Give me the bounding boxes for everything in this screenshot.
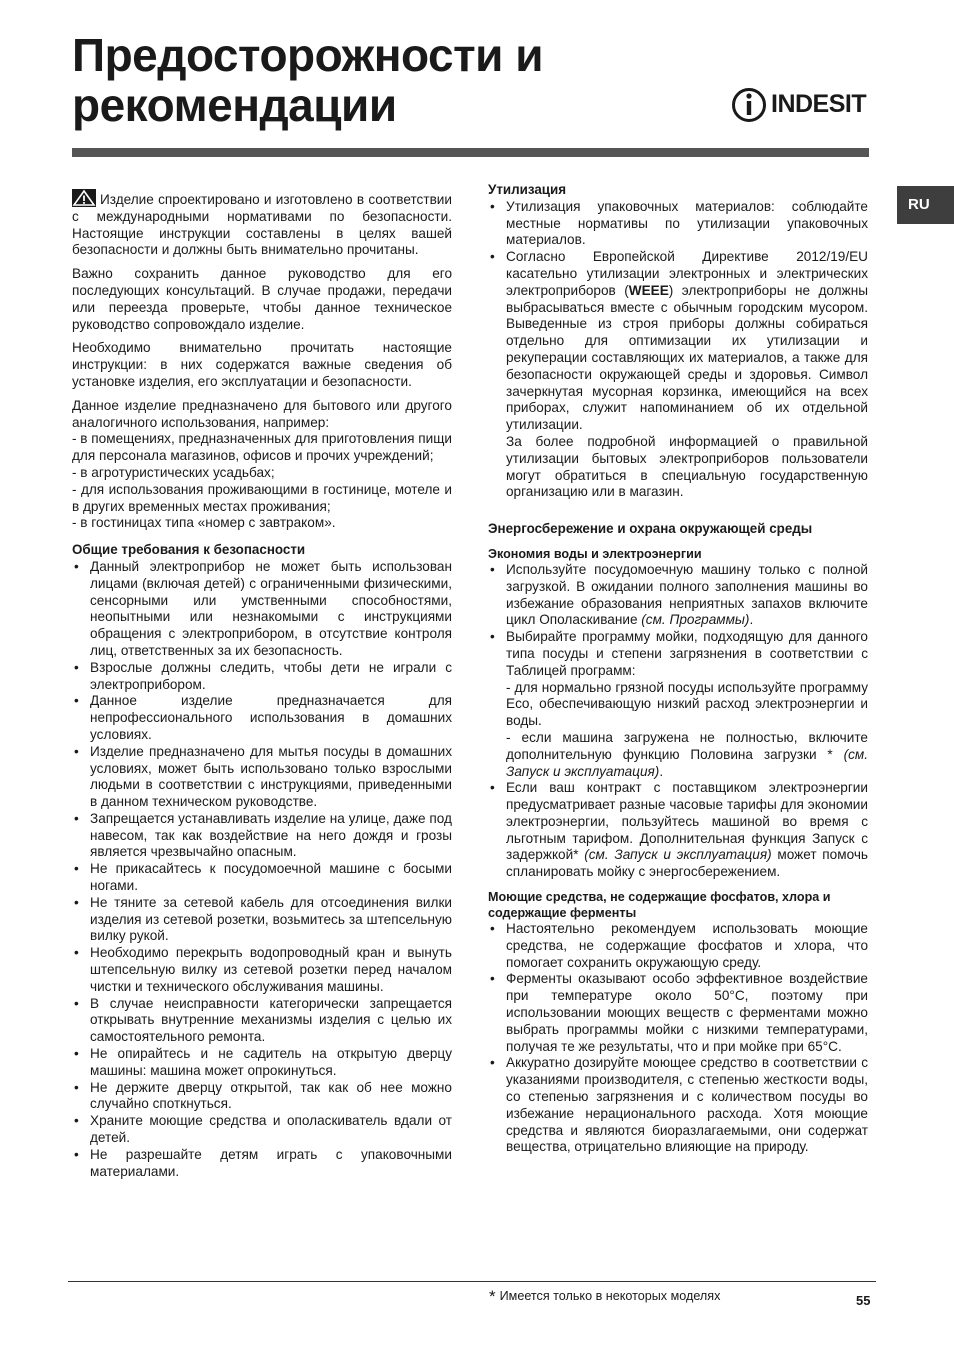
list-item: • Не держите дверцу открытой, так как об нее можно случайно споткнуться. bbox=[72, 1080, 452, 1114]
purpose-item: - для использования проживающими в гостинице, мотеле и в других временных местах проживания; bbox=[72, 481, 452, 514]
intro-paragraph-3: Необходимо внимательно прочитать настоящие инструкции: в них содержатся важные сведения об установке изделия, его эксплуатации и безопасности. bbox=[72, 340, 452, 389]
list-item: • Изделие предназначено для мытья посуды в домашних условиях, может быть использовано только взрослыми людьми в соответствии с инструкциями, приведенными в данном техническом руководстве. bbox=[72, 744, 452, 811]
detergent-list bbox=[488, 921, 868, 1156]
list-item: • Взрослые должны следить, чтобы дети не играли с электроприбором. bbox=[72, 660, 452, 694]
logo-wordmark: INDESIT bbox=[771, 90, 867, 118]
economy-text-2c-end: . bbox=[659, 763, 664, 779]
list-item: • Ферменты оказывают особо эффективное воздействие при температуре около 50°C, поэтому при использовании моющих веществ с ферментами можно выбрать программы мойки с низкими температурами, получая те же результаты, что и при мойке при 65°C. bbox=[488, 971, 868, 1055]
economy-text-3-end: может помочь спланировать мойку с энергосбережением. bbox=[506, 847, 868, 880]
list-item: • Не прикасайтесь к посудомоечной машине с босыми ногами. bbox=[72, 861, 452, 895]
language-tab: RU bbox=[897, 186, 954, 224]
footnote-star: * bbox=[489, 1287, 496, 1306]
list-item: • В случае неисправности категорически запрещается открывать внутренние механизмы изделия с целью их самостоятельного ремонта. bbox=[72, 996, 452, 1046]
disposal-text-b: ) электроприборы не должны выбрасываться вместе с обычным городским мусором. Выведенные из строя приборы должны собираться отдельно для оптимизации их утилизации и рекуперации составляющих их материалов, а также для безопасности окружающей среды и здоровья. Символ зачеркнутая мусорная корзинка, имеющийся на всех приборах, служит напоминанием об их отдельной утилизации. bbox=[506, 282, 868, 433]
footnote-text: Имеется только в некоторых моделях bbox=[499, 1289, 721, 1303]
footer-divider bbox=[68, 1281, 876, 1282]
list-item: • Не опирайтесь и не садитель на открытую дверцу машины: машина может опрокинуться. bbox=[72, 1046, 452, 1080]
list-item bbox=[488, 249, 868, 501]
purpose-intro: Данное изделие предназначено для бытового или другого аналогичного использования, например: bbox=[72, 397, 452, 430]
economy-text-2: Выбирайте программу мойки, подходящую для данного типа посуды и степени загрязнения в соответствии с Таблицей программ: bbox=[506, 629, 868, 678]
right-column bbox=[488, 182, 868, 1156]
economy-heading: Экономия воды и электроэнергии bbox=[488, 546, 702, 561]
warning-icon bbox=[72, 189, 96, 207]
intro-text-1: Изделие спроектировано и изготовлено в соответствии с международными нормативами по безопасности. Настоящие инструкции составлены в целях вашей безопасности и должны быть внимательно прочитаны. bbox=[72, 192, 452, 258]
list-item: • Не тяните за сетевой кабель для отсоединения вилки изделия из сетевой розетки, возьмитесь за штепсельную вилку рукой. bbox=[72, 895, 452, 945]
safety-list bbox=[72, 559, 452, 1180]
list-item bbox=[488, 780, 868, 881]
start-reference: (см. Запуск и эксплуатация) bbox=[584, 847, 772, 863]
list-item: • Данное изделие предназначается для непрофессионального использования в домашних условиях. bbox=[72, 693, 452, 743]
indesit-logo bbox=[731, 85, 871, 127]
list-item: • Настоятельно рекомендуем использовать моющие средства, не содержащие фосфатов и хлора, что помогает сохранить окружающую среду. bbox=[488, 921, 868, 971]
purpose-item: - в помещениях, предназначенных для приготовления пищи для персонала магазинов, офисов и прочих учреждений; bbox=[72, 431, 453, 464]
footnote bbox=[489, 1287, 720, 1307]
list-item bbox=[488, 629, 868, 780]
purpose-item: - в агротуристических усадьбах; bbox=[72, 464, 275, 480]
list-item: • Не разрешайте детям играть с упаковочными материалами. bbox=[72, 1147, 452, 1181]
purpose-paragraph bbox=[72, 398, 452, 532]
disposal-text-a: Согласно Европейской Директиве 2012/19/EU касательно утилизации электронных и электрических электроприборов ( bbox=[506, 249, 868, 298]
economy-text-2b: - для нормально грязной посуды используйте программу Eco, обеспечивающую низкий расход электроэнергии и воды. bbox=[506, 679, 868, 729]
disposal-text-c: За более подробной информацией о правильной утилизации бытовых электроприборов пользователи могут обратиться в специальную государственную организацию или в магазин. bbox=[506, 433, 868, 500]
list-item: • Аккуратно дозируйте моющее средство в соответствии с указаниями производителя, с степенью жесткости воды, со степенью загрязнения и с количеством посуды во избежание нерационального расхода. Хотя моющие средства и являются биоразлагаемыми, они содержат вещества, отрицательно влияющие на природу. bbox=[488, 1055, 868, 1156]
weee-label: WEEE bbox=[628, 282, 669, 298]
list-item bbox=[488, 562, 868, 629]
detergent-heading: Моющие средства, не содержащие фосфатов, хлора и содержащие ферменты bbox=[488, 890, 831, 921]
title-line-1: Предосторожности и bbox=[72, 29, 543, 81]
energy-heading: Энергосбережение и охрана окружающей среды bbox=[488, 521, 813, 537]
info-circle-icon bbox=[731, 85, 767, 123]
header-divider bbox=[72, 148, 869, 157]
disposal-list bbox=[488, 199, 868, 501]
list-item: • Храните моющие средства и ополаскиватель вдали от детей. bbox=[72, 1113, 452, 1147]
economy-text-3: Если ваш контракт с поставщиком электроэнергии предусматривает разные часовые тарифы для экономии электроэнергии, пользуйтесь машиной во время с льготным тарифом. Дополнительная функция Запуск с задержкой* bbox=[506, 780, 868, 863]
list-item: • Необходимо перекрыть водопроводный кран и вынуть штепсельную вилку из сетевой розетки перед началом чистки и технического обслуживания машины. bbox=[72, 945, 452, 995]
economy-text-1: Используйте посудомоечную машину только с полной загрузкой. В ожидании полного заполнения машины во избежание образования неприятных запахов включите цикл Ополаскивание bbox=[506, 561, 868, 628]
purpose-item: - в гостиницах типа «номер с завтраком». bbox=[72, 515, 336, 531]
intro-paragraph-2: Важно сохранить данное руководство для его последующих консультаций. В случае продажи, передачи или переезда проверьте, чтобы данное техническое руководство сопровождало изделие. bbox=[72, 266, 452, 332]
economy-text-1-end: . bbox=[749, 612, 754, 628]
intro-paragraph-1 bbox=[72, 189, 452, 259]
start-reference: (см. Запуск и эксплуатация) bbox=[506, 746, 868, 779]
safety-heading: Общие требования к безопасности bbox=[72, 542, 306, 558]
list-item: • Утилизация упаковочных материалов: соблюдайте местные нормативы по утилизации упаковочных материалов. bbox=[488, 199, 868, 249]
page-number: 55 bbox=[856, 1293, 871, 1308]
list-item: • Запрещается устанавливать изделие на улице, даже под навесом, так как воздействие на него дождя и грозы является чрезвычайно опасным. bbox=[72, 811, 452, 861]
economy-text-2c: - если машина загружена не полностью, включите дополнительную функцию Половина загрузки * bbox=[506, 729, 868, 762]
page-title bbox=[72, 30, 692, 130]
economy-list bbox=[488, 562, 868, 881]
programs-reference: (см. Программы) bbox=[641, 612, 750, 628]
list-item: • Данный электроприбор не может быть использован лицами (включая детей) с ограниченными физическими, сенсорными или умственными способностями, неопытными или незнакомыми с инструкциями обращения с электроприбором, в отсутствие контроля лиц, ответственных за их безопасность. bbox=[72, 559, 452, 660]
left-column bbox=[72, 189, 452, 1180]
title-line-2: рекомендации bbox=[72, 79, 397, 131]
economy-text-2c-wrap bbox=[506, 730, 868, 780]
disposal-heading: Утилизация bbox=[488, 182, 567, 197]
